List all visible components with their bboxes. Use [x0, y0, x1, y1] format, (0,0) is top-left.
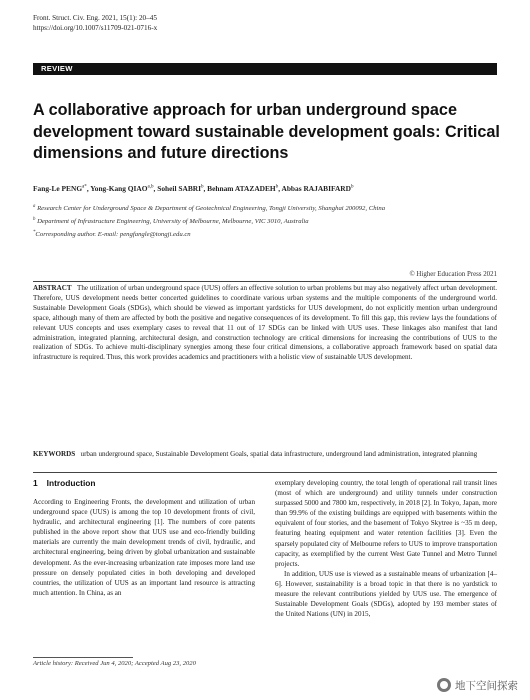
- author-name: Abbas RAJABIFARD: [281, 184, 351, 194]
- publisher-copyright: © Higher Education Press 2021: [409, 271, 497, 278]
- section-heading: [33, 478, 96, 488]
- paper-title: A collaborative approach for urban underground space development toward sustainable development goals: Critical dimensions and future directions: [33, 101, 500, 162]
- keywords: [33, 450, 497, 460]
- watermark-logo-icon: [437, 678, 451, 692]
- affiliation-mark: *: [33, 230, 36, 236]
- author-name: Behnam ATAZADEH: [207, 184, 276, 194]
- author-mark: b: [275, 185, 279, 190]
- paragraph: exemplary developing country, the total length of operational rail transit lines (most of which are underground) and utility tunnels under construction surpassed 5000 and 7800 km, respectively, in 2018 [2]. In Tokyo, Japan, more than 99.9% of the existing buildings are equipped with basements within the equivalent of four stories, and the basement of Tokyo Skytree is ~35 m deep, featuring heating equipment and water retention facilities [3]. Even the sparsely populated city of Melbourne refers to UUS to improve transportation capacity, as exemplified by the current West Gate Tunnel and Metro Tunnel projects.: [275, 479, 497, 568]
- abstract-label: ABSTRACT: [33, 284, 72, 292]
- author: [281, 184, 353, 193]
- section-label-bar: REVIEW: [33, 63, 497, 75]
- author-separator: ,: [203, 184, 208, 194]
- author: [33, 184, 90, 193]
- paragraph: According to Engineering Fronts, the development and utilization of urban underground space (UUS) is among the top 10 development fronts of civil, hydraulic, and architectural engineering [1]. The numbers of core patents published in the above report show that UUS use and eco-friendly building materials are currently the main development trends of civil, hydraulic, and architectural engineering, being driven by global urbanization and sustainable development. As the ever-increasing urbanization rate imposes more land use pressure on densely populated cities in both developing and developed countries, the utilization of UUS as an important land resource is attracting much attention. In China, as an: [33, 498, 255, 597]
- affiliation-text: Department of Infrastructure Engineering, University of Melbourne, Melbourne, VIC 3010, Australia: [37, 218, 309, 226]
- affiliation: [33, 228, 503, 241]
- author-name: Fang-Le PENG: [33, 184, 83, 194]
- author: [207, 184, 281, 193]
- top-divider: [33, 281, 497, 282]
- author-mark: a,b: [147, 185, 154, 190]
- right-column: [275, 478, 497, 619]
- section-title: Introduction: [46, 478, 96, 488]
- affiliation: [33, 215, 503, 228]
- affiliation-list: [33, 202, 503, 241]
- bottom-divider: [33, 472, 497, 473]
- author: [157, 184, 207, 193]
- journal-citation: Front. Struct. Civ. Eng. 2021, 15(1): 20–45: [33, 14, 157, 22]
- affiliation-text: Corresponding author. E-mail: pengfangle@tongji.edu.cn: [35, 231, 191, 239]
- author-name: Soheil SABRI: [157, 184, 201, 194]
- author-mark: a*: [82, 185, 87, 190]
- watermark-text: 地下空间探索: [455, 679, 518, 692]
- author-list: [33, 183, 503, 194]
- journal-header: [33, 14, 157, 33]
- author-mark: b: [200, 185, 204, 190]
- affiliation-text: Research Center for Underground Space & Department of Geotechnical Engineering, Tongji University, Shanghai 200092, China: [37, 205, 386, 213]
- affiliation: [33, 202, 503, 215]
- section-number: 1: [33, 478, 38, 488]
- affiliation-mark: a: [33, 204, 36, 209]
- abstract: [33, 284, 497, 363]
- paragraph: In addition, UUS use is viewed as a sustainable means of urbanization [4–6]. However, sustainability is a broad topic in that there is no yardstick to measure the relevant contributions yielded by UUS use. The emergence of Sustainable Development Goals (SDGs), adopted by 193 member states of the United Nations (UN) in 2015,: [275, 569, 497, 619]
- doi-link[interactable]: https://doi.org/10.1007/s11709-021-0716-x: [33, 23, 158, 32]
- affiliation-mark: b: [33, 217, 36, 223]
- author: [90, 184, 157, 193]
- keywords-text: urban underground space, Sustainable Development Goals, spatial data infrastructure, underground land administration, integrated planning: [80, 450, 478, 458]
- author-separator: ,: [86, 184, 91, 194]
- keywords-label: KEYWORDS: [33, 450, 76, 458]
- author-name: Yong-Kang QIAO: [90, 184, 148, 194]
- watermark: [437, 677, 518, 693]
- footnote-divider: [33, 657, 133, 658]
- author-separator: ,: [278, 184, 282, 194]
- left-column: [33, 497, 255, 598]
- abstract-text: The utilization of urban underground space (UUS) offers an effective solution to urban problems but may also negatively affect urban development. Therefore, UUS development needs better concerted guidelines to coordinate various urban systems and the multiple components of the underground world. Sustainable Development Goals (SDGs), which should be viewed as important yardsticks for UUS development, do not explicitly mention urban underground space, although many of them are affected by both the positive and negative consequences of its development. To fill this gap, this review lays the foundations of relevant UUS concepts and uses exemplary cases to reveal that 11 out of 17 SDGs can be linked with UUS uses. These linkages also manifest that land administration, integrated planning, architectural design, and construction technology are critical dimensions for increasing the contributions of UUS to the realization of SDGs. To achieve multi-disciplinary synergies among these four critical dimensions, a collaborative approach framework based on spatial data infrastructure is required. Thus, this work provides academics and practitioners with a holistic view of sustainable UUS development.: [33, 284, 497, 362]
- author-mark: b: [350, 185, 354, 190]
- article-history: Article history: Received Jun 4, 2020; Accepted Aug 23, 2020: [33, 660, 196, 667]
- author-separator: ,: [153, 184, 158, 194]
